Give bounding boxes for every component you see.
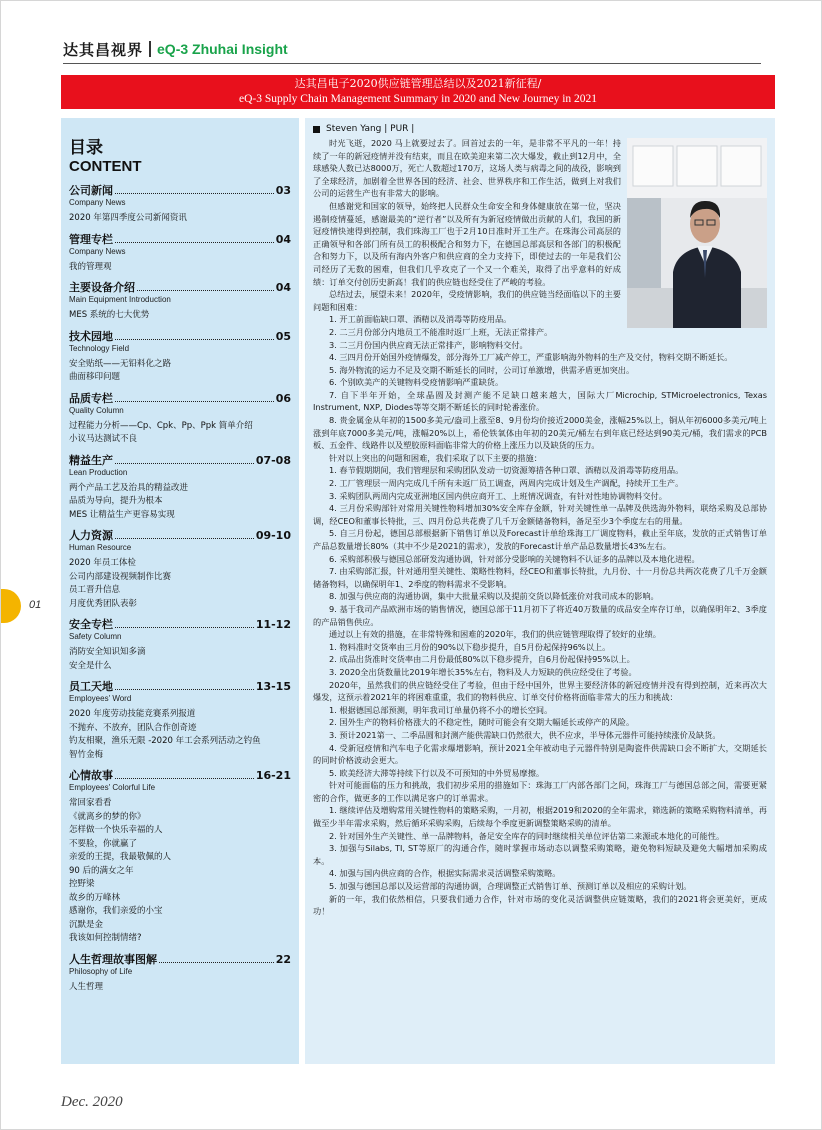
masthead-rule [63,63,761,64]
toc-section-heading [69,454,291,468]
article-paragraph: 3. 加强与Silabs, TI, ST等原厂的沟通合作，随时掌握市场动态以调整采购策略，避免物料短缺及避免大幅增加采购成本。 [313,843,767,866]
toc-item[interactable]: 我的管理观 [69,261,112,272]
article-paragraph: 但感谢党和国家的领导，始终把人民群众生命安全和身体健康放在第一位，坚决遏制疫情蔓延，感谢最美的“逆行者”以及所有为新冠疫情做出贡献的人们，我国的新冠疫情快速得到控制，我们珠海工厂也于2月10日准时开工生产。在珠海公司高层的正确领导和各部门所有员工的积极配合和努力下，在德国总部高层和各部门的积极配合和努力下，以及所有海内外客户和供应商的全力支持下，即使过去的一年是我们公司经历了无数的困难，但我们几乎攻克了一个又一个难关，取得了出乎意料的好成绩：订单交付创历史新高！我们的供应链也经受住了严峻的考验。 [313,200,621,287]
article-paragraph: 7. 由采购部汇报，针对通用型关键性、策略性物料，经CEO和董事长特批，九月份、十一月份总共两次花费了几千万金额储备物料，以确保明年1、2季度的物料需求不受影响。 [313,566,767,589]
toc-section-page: 13-15 [255,680,291,693]
toc-item[interactable]: 《就离乡的梦的你》 [69,811,146,822]
article-paragraph: 7. 自下半年开始，全球晶圆及封测产能不足缺口越来越大，国际大厂Microchip, STMicroelectronics, Texas Instrument, NXP, Diodes等等交期不断延长的同时轮番涨价。 [313,389,767,413]
toc-section-title: 人生哲理故事图解 [69,952,157,966]
article-paragraph: 5. 自三月份起，德国总部根据新下销售订单以及Forecast计单给珠海工厂调度物料，截止至年底，发放的正式销售订单产品总数量增长80%（其中不少是2021的需求），发放的Forecast计单产品总数量增长43%左右。 [313,528,767,551]
article-paragraph: 4. 三月份采购部针对常用关键性物料增加30%安全库存金额，针对关键性单一品牌及供选海外物料，联络采购及总部协调，经CEO和董事长特批，三、四月份总共花费了几千万金额储备物料，备足至少3个季度左右的用量。 [313,503,767,526]
toc-item[interactable]: 安全是什么 [69,660,112,671]
toc-item[interactable]: 钓友相聚，渔乐无限 -2020 年工会系列活动之钓鱼 [69,736,261,746]
toc-leader-dots [115,689,254,690]
article-paragraph: 1. 继续评估及增购常用关键性物料的策略采购，一月初，根据2019和2020的全年需求，筛选新的策略采购物料清单，再做至少半年需求采购，然后循环采购采购，后续每个季度更新调整策略采购的清单。 [313,805,767,829]
toc-section-subtitle: Employees' Colorful Life [69,783,156,792]
toc-section-title: 员工天地 [69,680,113,693]
toc-section[interactable] [69,281,291,323]
article-paragraph: 9. 基于我司产品欧洲市场的销售情况，德国总部于11月初下了将近40万数量的成品安全库存订单，以确保明年2、3季度的产品销售供应。 [313,603,767,627]
article-paragraph: 6. 采购部积极与德国总部研发沟通协调，针对部分受影响的关键物料不认证多的品牌以及本地化进程。 [329,553,700,564]
article-paragraph: 新的一年，我们依然相信，只要我们通力合作，针对市场的变化灵活调整供应链策略，我们的2021将会更美好，更成功！ [313,893,767,917]
toc-leader-dots [137,290,274,291]
toc-section-title: 精益生产 [69,453,113,467]
toc-item[interactable]: MES 让精益生产更容易实现 [69,509,175,520]
banner-title-cn: 达其昌电子2020供应链管理总结以及2021新征程/ [294,77,542,90]
toc-leader-dots [115,401,274,402]
toc-item[interactable]: 2020 年度劳动技能竞赛系列报道 [69,709,196,719]
toc-section[interactable] [69,454,291,523]
toc-section-page: 11-12 [255,618,291,631]
article-paragraph: 4. 加强与国内供应商的合作，根据实际需求灵活调整采购策略。 [329,868,561,879]
toc-item[interactable]: 员工晋升信息 [69,585,121,595]
toc-section[interactable] [69,233,291,275]
banner-title-en: eQ-3 Supply Chain Management Summary in 2020 and New Journey in 2021 [238,93,598,105]
toc-section-title: 管理专栏 [69,232,113,246]
toc-section[interactable] [69,392,291,447]
toc-item[interactable]: 月度优秀团队表彰 [69,598,138,609]
toc-section-subtitle: Company News [69,198,126,207]
toc-item[interactable]: 安全贴纸——无铅料化之路 [69,358,172,369]
toc-item[interactable]: 过程能力分析——Cp、Cpk、Pp、Ppk 简单介绍 [69,420,253,431]
toc-leader-dots [115,193,274,194]
article-paragraph: 2. 工厂管理层一周内完成几千所有未返厂员工调查，两周内完成计划及生产调配，持续开工生产。 [329,478,684,489]
toc-section-subtitle: Quality Column [69,405,124,415]
toc-section-title: 主要设备介绍 [69,281,135,294]
toc-section-subtitle: Philosophy of Life [69,966,133,976]
toc-item[interactable]: 沉默是金 [69,919,104,930]
article-paragraph: 1. 开工前面临缺口罩、酒精以及消毒等防疫用品。 [329,314,512,325]
toc-section-page: 03 [275,184,291,197]
toc-section-page: 22 [275,952,291,966]
toc-item[interactable]: 感谢你，我们亲爱的小宝 [69,906,163,916]
article-paragraph: 2. 针对国外生产关键性、单一品牌物料，备足安全库存的同时继续相关单位评估第二来源或本地化的可能性。 [329,830,725,841]
toc-section[interactable] [69,680,291,762]
toc-leader-dots [115,339,274,340]
toc-leader-dots [115,242,274,243]
toc-item[interactable]: 控野梁 [69,879,95,889]
toc-item[interactable]: 故乡的万峰林 [69,892,121,903]
toc-section-title: 心情故事 [69,769,113,782]
article-paragraph: 2. 二三月份部分内地员工不能准时返厂上班，无法正常排产。 [329,326,553,337]
article-paragraph: 4. 受新冠疫情和汽车电子化需求爆增影响，预计2021全年被动电子元器件特别是陶瓷件供需缺口会不断扩大，交期延长的同时价格波动会更大。 [313,742,767,766]
article-paragraph: 针对可能面临的压力和挑战，我们初步采用的措施如下：珠海工厂内部各部门之间，珠海工厂与德国总部之间，需要更紧密的合作，做更多的工作以满足客户的订单需求。 [313,780,767,803]
toc-section[interactable] [69,953,291,995]
toc-section-page: 04 [275,281,291,294]
toc-leader-dots [115,627,254,628]
toc-section-title: 人力资源 [69,529,113,542]
toc-item[interactable]: 曲面移印问题 [69,372,121,382]
article-paragraph: 5. 加强与德国总部以及运营部的沟通协调，合理调整正式销售订单、预测订单以及相应的采购计划。 [329,881,692,892]
toc-leader-dots [115,463,254,464]
toc-section-heading [69,392,291,406]
toc-item[interactable]: 不要脸，你就赢了 [69,838,138,849]
toc-item[interactable]: 品质为导向，提升为根本 [69,496,163,506]
masthead-cn: 达其昌视界 [63,40,144,59]
article-paragraph: 6. 个别欧美产的关键物料受疫情影响严重缺货。 [329,377,504,388]
toc-item[interactable]: 智竹金梅 [69,749,104,760]
toc-item[interactable]: 我该如何控制情绪? [69,933,142,943]
toc-section-page: 04 [275,232,291,246]
article-paragraph: 2. 国外生产的物料价格涨大的不稳定性，随时可能会有交期大幅延长或停产的风险。 [329,717,635,728]
toc-item[interactable]: 人生哲理 [69,981,104,992]
toc-leader-dots [115,538,254,539]
toc-section-subtitle: Safety Column [69,632,122,641]
toc-item[interactable]: 90 后的满女之年 [69,865,134,876]
toc-section-page: 16-21 [255,769,291,782]
article-paragraph: 2. 成品出货准时交货率由二月份最低80%以下稳步提升，自6月份起保持95%以上。 [329,654,635,665]
toc-section[interactable] [69,618,291,673]
toc-section-page: 05 [275,329,291,343]
toc-item[interactable]: 消防安全知识知多滴 [69,647,146,657]
article-paragraph: 3. 预计2021第一、二季品圆和封测产能供需缺口仍然很大，供不应求，半导体元器件可能持续涨价及缺货。 [329,729,721,740]
toc-item[interactable]: 两个产品工艺及治具的精益改进 [69,482,189,493]
masthead [63,37,288,61]
toc-section-subtitle: Company News [69,246,126,256]
toc-section-subtitle: Human Resource [69,543,132,552]
toc-section-heading [69,330,291,344]
article-paragraph: 5. 欧美经济大滞等持续下行以及不可预知的中外贸易摩擦。 [329,767,545,778]
toc-section[interactable] [69,330,291,385]
table-of-contents [61,118,299,1064]
toc-sections [69,184,291,994]
article-paragraph: 1. 物料准时交货率由三月份的90%以下稳步提升，自5月份起保持96%以上。 [329,641,611,652]
byline-author: Steven Yang | PUR | [326,124,415,134]
masthead-en: eQ-3 Zhuhai Insight [157,41,288,57]
article-paragraph: 针对以上突出的问题和困难，我们采取了以下主要的措施： [329,452,542,463]
toc-section-title: 安全专栏 [69,618,113,631]
portrait-photo [627,138,767,328]
toc-item[interactable]: 怎样做一个快乐幸福的人 [69,825,163,835]
article-paragraph: 3. 采购团队两周内完成亚洲地区国内供应商开工、上班情况调查，有针对性地协调物料交付。 [329,490,667,501]
toc-section[interactable] [69,529,291,611]
toc-section-subtitle: Technology Field [69,343,130,353]
toc-section-subtitle: Employees' Word [69,694,132,703]
toc-section-heading [69,618,291,632]
article-paragraph: 1. 根据德国总部预测，明年我司订单量仍将不小的增长空间。 [329,704,553,715]
footer-date: Dec. 2020 [61,1094,123,1110]
toc-section-title: 公司新闻 [69,184,113,197]
toc-title-en: CONTENT [69,158,142,175]
toc-section-heading [69,281,291,295]
toc-item[interactable]: MES 系统的七大优势 [69,310,150,320]
title-banner [61,75,775,109]
toc-section-subtitle: Lean Production [69,467,128,477]
toc-section-subtitle: Main Equipment Introduction [69,295,171,304]
toc-section-heading [69,769,291,783]
toc-item[interactable]: 2020 年员工体检 [69,558,136,568]
toc-section-heading [69,680,291,694]
byline-square-icon [313,126,320,133]
portrait-illustration [627,138,767,328]
toc-section-page: 07-08 [255,453,291,467]
article-paragraph: 8. 加强与供应商的沟通协调，集中大批量采购以及提前交货以降低涨价对我司成本的影响。 [329,591,659,602]
toc-item[interactable]: 公司内部建设视频制作比赛 [69,571,172,582]
toc-item[interactable]: 2020 年第四季度公司新闻资讯 [69,213,187,223]
page-number: 01 [29,599,42,611]
byline [313,123,767,136]
article-paragraph: 通过以上有效的措施，在非常特殊和困难的2020年，我们的供应链管理取得了较好的业绩。 [329,629,661,640]
toc-item[interactable]: 小议马达测试不良 [69,434,138,444]
toc-item[interactable]: 不抛弃、不放弃，团队合作创奇迹 [69,722,197,733]
article-paragraph: 8. 贵金属金从年初的1500多美元/盎司上涨至8、9月份均价接近2000美金，涨幅25%以上，铜从年初6000多美元/吨上涨到年底7000多美元/吨，涨幅20%以上，希伦铁氧体由年初的20美元/桶左右到年底已经达到90美元/桶，我们需求的PCB板、五金件、线路件以及塑胶原料面临非常大的价格上涨压力以及缺货的压力。 [313,415,767,451]
article-paragraph: 总结过去，展望未来！2020年，受疫情影响，我们的供应链当经面临以下的主要问题和困难： [313,289,621,312]
masthead-separator [149,41,151,57]
toc-item[interactable]: 常回家看看 [69,798,112,808]
toc-section-title: 技术园地 [69,329,113,343]
article-paragraph: 时光飞逝，2020 马上就要过去了。回首过去的一年，是非常不平凡的一年！持续了一年的新冠疫情并没有结束，而且在欧美迎来第二次大爆发，截止到12月中，全球感染人数已达8000万，死亡人数超过170万，这场人类与病毒之间的战役，影响到了全球经济，加剧着全世界各国的经济、社会、世界秩序和工作生活，做到上对我们公司的运营生产也有非常大的影响。 [313,138,621,199]
article-paragraph: 5. 海外物流的运力不足及交期不断延长的同时，公司订单激增，供需矛盾更加突出。 [329,364,635,375]
toc-title-cn: 目录 [69,138,103,158]
toc-section-page: 06 [275,391,291,405]
toc-leader-dots [159,962,274,963]
article-paragraph: 4. 三四月份开始国外疫情爆发，部分海外工厂减产停工，严重影响海外物料的生产及交付，物料交期不断延长。 [329,352,733,363]
toc-leader-dots [115,778,254,779]
toc-item[interactable]: 亲爱的王提，我最敬佩的人 [69,852,172,862]
article-paragraph: 2020年，虽然我们的供应链经受住了考验，但由于经中国外，世界主要经济体的新冠疫情并没有得到控制，近来再次大爆发，这预示着2021年的将困难重重，我们的物料供应、订单交付价格将面临非常大的压力和挑战： [313,679,767,703]
toc-section-title: 品质专栏 [69,391,113,405]
toc-section-heading [69,953,291,967]
toc-section-heading [69,184,291,198]
toc-section-heading [69,529,291,543]
toc-section-page: 09-10 [255,529,291,542]
toc-section[interactable] [69,769,291,946]
toc-section[interactable] [69,184,291,226]
article-paragraph: 3. 二三月份国内供应商无法正常排产，影响物料交付。 [329,339,528,350]
article-paragraph: 3. 2020全出货数量比2019年增长35%左右，物料及人力短缺的供应经受住了考验。 [329,666,637,677]
article [305,118,775,1064]
toc-section-heading [69,233,291,247]
page-tab [1,589,21,623]
article-paragraph: 1. 春节假期期间，我们管理层和采购团队发动一切资源筹措各种口罩、酒精以及消毒等防疫用品。 [329,465,684,476]
